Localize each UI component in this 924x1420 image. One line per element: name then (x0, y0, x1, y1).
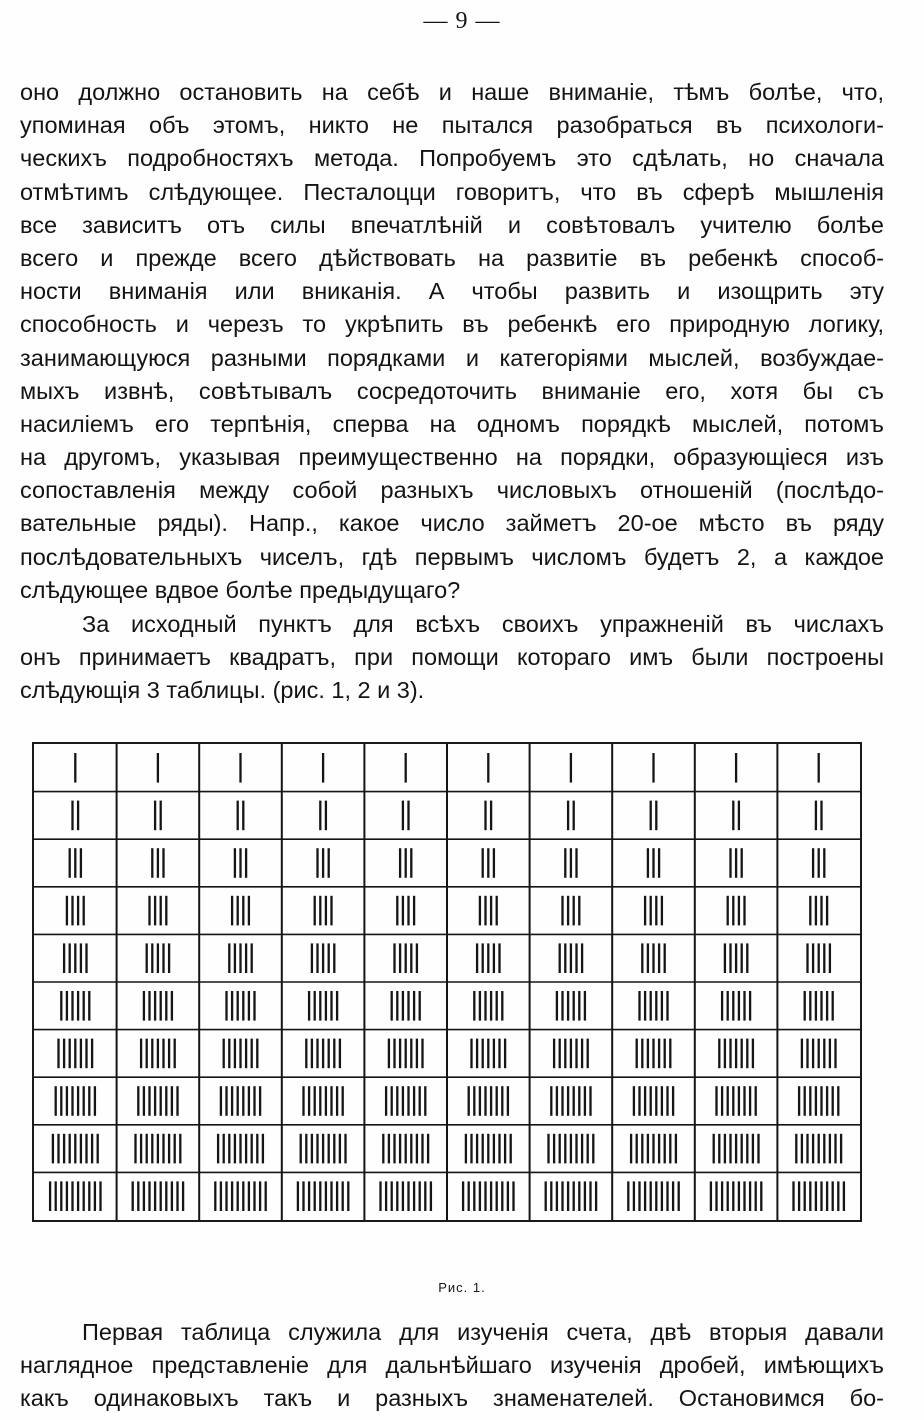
text-line: За исходный пунктъ для всѣхъ своихъ упражненій въ числахъ (82, 611, 884, 637)
text-line: слѣдующія 3 таблицы. (рис. 1, 2 и 3). (20, 677, 425, 704)
text-line: слѣдующее вдвое болѣе предыдущаго? (20, 576, 461, 603)
counting-table-figure (32, 742, 862, 1222)
text-line: упоминая объ этомъ, никто не пытался разобраться въ психологи- (20, 112, 884, 139)
paragraph-3 (20, 1316, 884, 1416)
text-line: послѣдовательныхъ чиселъ, гдѣ первымъ числомъ будетъ 2, а каждое (20, 543, 884, 570)
text-line: оно должно остановить на себѣ и наше вниманіе, тѣмъ болѣе, что, (20, 79, 884, 105)
text-line: занимающуюся разными порядками и категоріями мыслей, возбуждае- (20, 344, 884, 371)
figure-caption: Рис. 1. (438, 1280, 486, 1295)
text-line: Первая таблица служила для изученія счета, двѣ вторыя давали (82, 1319, 884, 1345)
text-line: наглядное представленіе для дальнѣйшаго изученія дробей, имѣющихъ (20, 1352, 884, 1379)
text-line: на другомъ, указывая преимущественно на порядки, образующіеся изъ (20, 444, 884, 471)
paragraph-2 (20, 608, 884, 708)
page-number: — 9 — (423, 8, 501, 34)
text-line: все зависитъ отъ силы впечатлѣній и совѣтовалъ учителю болѣе (20, 211, 884, 238)
text-line: онъ принимаетъ квадратъ, при помощи котораго имъ были построены (20, 644, 884, 671)
tally-grid (34, 744, 860, 1220)
text-line: мыхъ извнѣ, совѣтывалъ сосредоточить вниманіе его, хотя бы съ (20, 377, 884, 404)
text-line: отмѣтимъ слѣдующее. Песталоцци говоритъ, что въ сферѣ мышленія (20, 178, 884, 205)
text-line: какъ одинаковыхъ такъ и разныхъ знаменателей. Остановимся бо- (20, 1385, 884, 1412)
text-line: всего и прежде всего дѣйствовать на развитіе въ ребенкѣ способ- (20, 244, 884, 271)
text-line: ческихъ подробностяхъ метода. Попробуемъ это сдѣлать, но сначала (20, 145, 884, 172)
text-line: насиліемъ его терпѣнія, сперва на одномъ порядкѣ мыслей, потомъ (20, 410, 884, 437)
text-line: вательные ряды). Напр., какое число займетъ 20-ое мѣсто въ ряду (20, 510, 884, 537)
text-line: сопоставленія между собой разныхъ числовыхъ отношеній (послѣдо- (20, 477, 884, 504)
text-line: ности вниманія или вниканія. А чтобы развить и изощрить эту (20, 278, 884, 305)
text-line: способность и черезъ то укрѣпить въ ребенкѣ его природную логику, (20, 311, 884, 338)
paragraph-1 (20, 76, 884, 607)
